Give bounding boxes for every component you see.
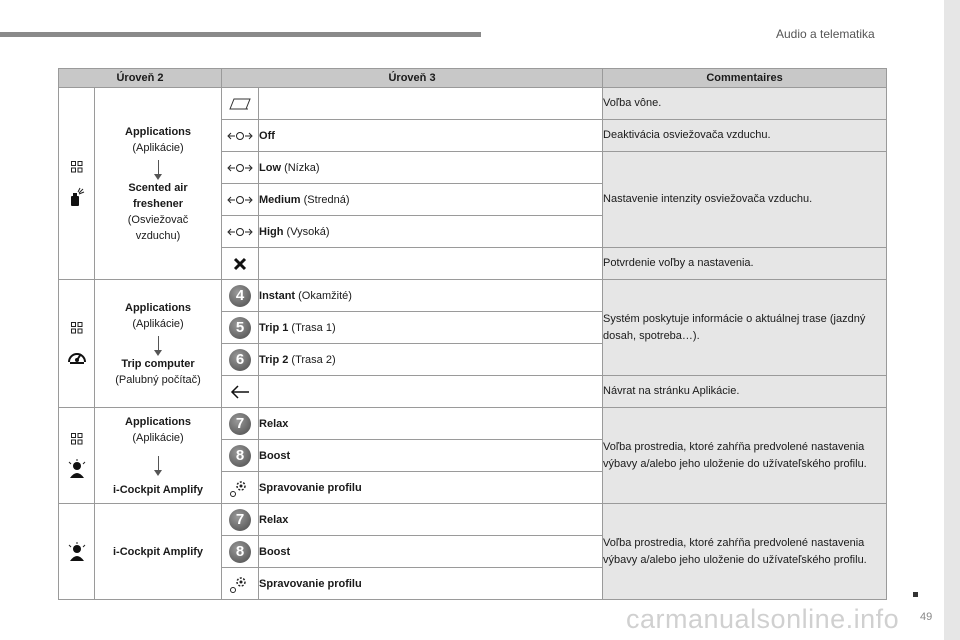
option-cell: Relax xyxy=(259,408,603,440)
apps-grid-icon xyxy=(71,433,83,445)
table-row xyxy=(59,280,887,312)
level2-subtitle2: (Palubný počítač) xyxy=(115,373,201,386)
group-icons xyxy=(59,504,95,600)
air-freshener-icon xyxy=(69,187,85,207)
fragrance-bottle-icon xyxy=(228,98,252,110)
option-cell: Boost xyxy=(259,536,603,568)
option-cell xyxy=(259,88,603,120)
option-cell: Instant (Okamžité) xyxy=(259,280,603,312)
person-icon xyxy=(67,459,87,479)
page-number: 49 xyxy=(920,611,933,623)
page-bullet xyxy=(913,592,918,597)
option-icon-cell[interactable] xyxy=(222,184,259,216)
number-5-icon: 5 xyxy=(229,317,251,339)
close-icon xyxy=(233,257,247,271)
group-icons xyxy=(59,280,95,408)
number-7-icon: 7 xyxy=(229,509,251,531)
header-level3: Úroveň 3 xyxy=(222,69,603,88)
comment-cell: Potvrdenie voľby a nastavenia. xyxy=(603,248,887,280)
level2-cell xyxy=(95,504,222,600)
number-6-icon: 6 xyxy=(229,349,251,371)
option-icon-cell[interactable] xyxy=(222,568,259,600)
apps-grid-icon xyxy=(71,161,83,173)
watermark: carmanualsonline.info xyxy=(626,604,900,634)
table-header-row xyxy=(59,69,887,88)
table-row xyxy=(59,504,887,536)
number-8-icon: 8 xyxy=(229,445,251,467)
number-4-icon: 4 xyxy=(229,285,251,307)
level2-title: Applications xyxy=(125,415,192,428)
comment-cell: Voľba vône. xyxy=(603,88,887,120)
option-icon-cell[interactable] xyxy=(222,248,259,280)
person-icon xyxy=(67,542,87,562)
option-cell: Spravovanie profilu xyxy=(259,568,603,600)
option-cell xyxy=(259,248,603,280)
arrow-down-icon xyxy=(158,336,159,352)
option-icon-cell[interactable] xyxy=(222,440,259,472)
back-arrow-icon xyxy=(229,384,251,400)
option-cell: Trip 1 (Trasa 1) xyxy=(259,312,603,344)
comment-cell: Návrat na stránku Aplikácie. xyxy=(603,376,887,408)
option-icon-cell[interactable] xyxy=(222,120,259,152)
option-icon-cell[interactable] xyxy=(222,376,259,408)
comment-cell: Deaktivácia osviežovača vzduchu. xyxy=(603,120,887,152)
group-icons xyxy=(59,408,95,504)
header-level2: Úroveň 2 xyxy=(59,69,222,88)
side-strip xyxy=(944,0,960,640)
option-cell: Trip 2 (Trasa 2) xyxy=(259,344,603,376)
settings-table xyxy=(58,68,887,600)
apps-grid-icon xyxy=(71,322,83,334)
option-cell: High (Vysoká) xyxy=(259,216,603,248)
option-icon-cell[interactable] xyxy=(222,504,259,536)
option-cell: Boost xyxy=(259,440,603,472)
intensity-arrows-icon xyxy=(227,226,253,238)
comment-cell: Nastavenie intenzity osviežovača vzduchu. xyxy=(603,152,887,248)
option-icon-cell[interactable] xyxy=(222,536,259,568)
intensity-arrows-icon xyxy=(227,162,253,174)
level2-subtitle: (Aplikácie) xyxy=(132,141,184,154)
option-icon-cell[interactable] xyxy=(222,88,259,120)
option-cell: Low (Nízka) xyxy=(259,152,603,184)
comment-cell: Voľba prostredia, ktoré zahŕňa predvolené nastavenia výbavy a/alebo jeho uloženie do užívateľského profilu. xyxy=(603,408,887,504)
intensity-arrows-icon xyxy=(227,194,253,206)
option-cell: Spravovanie profilu xyxy=(259,472,603,504)
option-cell: Medium (Stredná) xyxy=(259,184,603,216)
level2-title2: i-Cockpit Amplify xyxy=(112,483,204,496)
top-bar xyxy=(0,32,481,37)
option-cell: Relax xyxy=(259,504,603,536)
option-icon-cell[interactable] xyxy=(222,344,259,376)
arrow-down-icon xyxy=(158,160,159,176)
level2-title2: Trip computer xyxy=(121,357,195,370)
profile-settings-icon xyxy=(229,574,251,594)
table-row xyxy=(59,88,887,120)
number-8-icon: 8 xyxy=(229,541,251,563)
level2-subtitle2: (Osviežovač vzduchu) xyxy=(127,213,189,242)
comment-cell: Systém poskytuje informácie o aktuálnej trase (jazdný dosah, spotreba…). xyxy=(603,280,887,376)
comment-cell: Voľba prostredia, ktoré zahŕňa predvolené nastavenia výbavy a/alebo jeho uloženie do užívateľského profilu. xyxy=(603,504,887,600)
section-title: Audio a telematika xyxy=(776,27,875,41)
level2-title: i-Cockpit Amplify xyxy=(112,545,204,558)
group-icons xyxy=(59,88,95,280)
option-cell: Off xyxy=(259,120,603,152)
level2-cell xyxy=(95,88,222,280)
option-icon-cell[interactable] xyxy=(222,280,259,312)
intensity-arrows-icon xyxy=(227,130,253,142)
arrow-down-icon xyxy=(158,456,159,472)
table-row xyxy=(59,408,887,440)
level2-subtitle: (Aplikácie) xyxy=(132,431,184,444)
profile-settings-icon xyxy=(229,478,251,498)
trip-computer-icon xyxy=(67,348,87,366)
option-icon-cell[interactable] xyxy=(222,216,259,248)
level2-cell xyxy=(95,408,222,504)
level2-cell xyxy=(95,280,222,408)
level2-title2: Scented air freshener xyxy=(128,181,188,210)
option-icon-cell[interactable] xyxy=(222,312,259,344)
option-icon-cell[interactable] xyxy=(222,472,259,504)
number-7-icon: 7 xyxy=(229,413,251,435)
header-comments: Commentaires xyxy=(603,69,887,88)
option-cell xyxy=(259,376,603,408)
level2-title: Applications xyxy=(125,301,192,314)
level2-subtitle: (Aplikácie) xyxy=(132,317,184,330)
option-icon-cell[interactable] xyxy=(222,152,259,184)
option-icon-cell[interactable] xyxy=(222,408,259,440)
level2-title: Applications xyxy=(125,125,192,138)
